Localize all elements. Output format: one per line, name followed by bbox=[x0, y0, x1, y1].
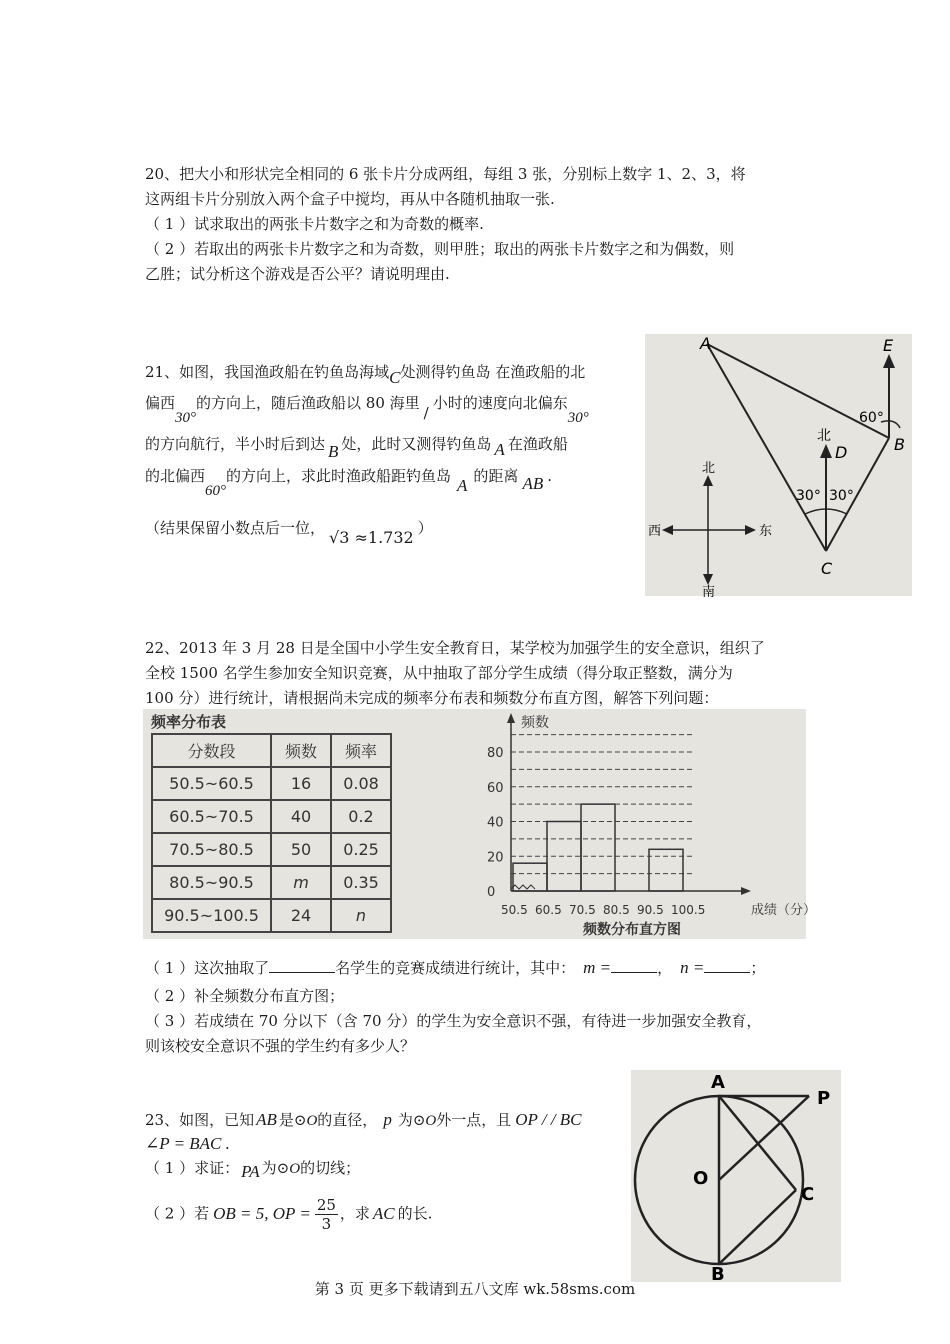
histogram-bar bbox=[581, 804, 615, 891]
q21-text: 的方向上，求此时渔政船距钓鱼岛 bbox=[226, 467, 452, 485]
q23-part1 bbox=[145, 1158, 360, 1179]
freq-table-row bbox=[152, 833, 391, 866]
q21-slash: / bbox=[423, 404, 429, 422]
q20-line1: 20、把大小和形状完全相同的 6 张卡片分成两组，每组 3 张，分别标上数字 1、2、3，将 bbox=[145, 165, 746, 183]
histogram-ylabel: 频数 bbox=[521, 715, 549, 731]
histogram-xtick-label: 70.5 bbox=[569, 903, 596, 917]
q21-text: 在渔政船 bbox=[507, 435, 568, 453]
q21-note-sqrt: √3 ≈1.732 bbox=[329, 528, 414, 547]
q21-line1 bbox=[145, 362, 586, 387]
q22-part2: （ 2 ）补全频数分布直方图； bbox=[145, 987, 345, 1005]
q23-line2: ∠P = BAC . bbox=[145, 1134, 230, 1153]
q21-var-a: A bbox=[457, 476, 468, 495]
q21-angle: 60° bbox=[205, 483, 227, 499]
q22-line1: 22、2013 年 3 月 28 日是全国中小学生安全教育日，某学校为加强学生的安全意识，组织了 bbox=[145, 639, 765, 657]
q23-part2 bbox=[145, 1196, 432, 1233]
q23-text: 为⊙ bbox=[261, 1159, 290, 1177]
freq-cell: 90.5~100.5 bbox=[152, 899, 271, 932]
q21-fig-angle-30-right: 30° bbox=[829, 488, 854, 504]
q21-angle: 30° bbox=[567, 410, 589, 426]
freq-cell: 16 bbox=[271, 767, 331, 800]
freq-table-row bbox=[152, 800, 391, 833]
q21-var-b: B bbox=[328, 442, 339, 461]
q23-var-pa: PA bbox=[241, 1162, 260, 1181]
q21-text: . bbox=[547, 467, 552, 485]
q22-part3-line1: （ 3 ）若成绩在 70 分以下（含 70 分）的学生为安全意识不强，有待进一步加强安全教育， bbox=[145, 1012, 762, 1030]
q21-angle: 30° bbox=[175, 410, 197, 426]
q23-var-o: O bbox=[289, 1161, 301, 1177]
q21-line4 bbox=[145, 466, 552, 499]
q21-note-text: ） bbox=[417, 519, 433, 537]
q23-frac-num: 25 bbox=[316, 1196, 336, 1214]
freq-header-cell: 频率 bbox=[331, 734, 391, 767]
freq-header-cell: 分数段 bbox=[152, 734, 271, 767]
freq-cell: n bbox=[331, 899, 391, 932]
histogram-bar bbox=[513, 863, 547, 891]
q22-var-m: m = bbox=[583, 958, 612, 977]
q23-frac-den: 3 bbox=[321, 1215, 332, 1233]
q23-var-ab: AB bbox=[256, 1110, 277, 1129]
q23-text: 是⊙ bbox=[278, 1111, 307, 1129]
page-footer: 第 3 页 更多下载请到五八文库 wk.58sms.com bbox=[314, 1280, 636, 1298]
freq-cell: 0.2 bbox=[331, 800, 391, 833]
freq-cell: 80.5~90.5 bbox=[152, 866, 271, 899]
q23-figure-svg bbox=[631, 1070, 841, 1285]
freq-cell: 0.08 bbox=[331, 767, 391, 800]
q23-fig-label-b: B bbox=[711, 1264, 725, 1285]
freq-cell: 60.5~70.5 bbox=[152, 800, 271, 833]
q22-part1-text: 名学生的竞赛成绩进行统计，其中： bbox=[335, 959, 576, 977]
freq-table-header bbox=[152, 734, 391, 767]
q23-text: （ 1 ）求证： bbox=[145, 1159, 240, 1177]
freq-table bbox=[151, 733, 392, 933]
q21-note-text: （结果保留小数点后一位， bbox=[145, 519, 326, 537]
freq-cell: 50.5~60.5 bbox=[152, 767, 271, 800]
q23-fraction bbox=[315, 1196, 338, 1233]
histogram-xtick-label: 90.5 bbox=[637, 903, 664, 917]
q21-compass-west: 西 bbox=[648, 524, 662, 539]
q23-var-o: O bbox=[425, 1113, 437, 1129]
q22-part1-text: （ 1 ）这次抽取了 bbox=[145, 959, 270, 977]
histogram-xtick-label: 80.5 bbox=[603, 903, 630, 917]
q21-text: 处，此时又测得钓鱼岛 bbox=[341, 435, 492, 453]
q20-line2: 这两组卡片分别放入两个盒子中搅均，再从中各随机抽取一张. bbox=[145, 190, 555, 208]
q23-fig-label-p: P bbox=[817, 1088, 831, 1109]
q21-fig-label-d: D bbox=[835, 443, 848, 462]
q21-var-a: A bbox=[494, 440, 505, 459]
freq-cell: 40 bbox=[271, 800, 331, 833]
q21-var-c: C bbox=[389, 368, 401, 387]
freq-header-cell: 频数 bbox=[271, 734, 331, 767]
q21-note bbox=[145, 518, 433, 547]
freq-cell: 0.25 bbox=[331, 833, 391, 866]
histogram-xtick-label: 100.5 bbox=[671, 903, 706, 917]
q23-fig-label-o: O bbox=[693, 1168, 709, 1189]
q23-text: 的切线； bbox=[300, 1159, 361, 1177]
q21-text: 的方向上，随后渔政船以 80 海里 bbox=[196, 394, 420, 412]
q21-line3 bbox=[145, 434, 568, 461]
q21-fig-label-a: A bbox=[700, 334, 711, 353]
q23-var-p: p bbox=[383, 1110, 392, 1129]
q20-part1: （ 1 ）试求取出的两张卡片数字之和为奇数的概率. bbox=[145, 215, 484, 233]
histogram-ytick-label: 80 bbox=[487, 746, 504, 761]
freq-cell: 24 bbox=[271, 899, 331, 932]
q20-part2-line1: （ 2 ）若取出的两张卡片数字之和为奇数，则甲胜；取出的两张卡片数字之和为偶数，则 bbox=[145, 240, 735, 258]
q23-figure bbox=[631, 1070, 841, 1285]
freq-table-title: 频率分布表 bbox=[151, 713, 227, 731]
q21-compass-north: 北 bbox=[702, 461, 716, 476]
q21-figure-svg bbox=[645, 334, 912, 600]
q23-text: 为⊙ bbox=[397, 1111, 426, 1129]
freq-table-row bbox=[152, 866, 391, 899]
q21-line2 bbox=[145, 393, 589, 426]
q23-text: 的直径， bbox=[317, 1111, 378, 1129]
q23-given: OB = 5, OP = bbox=[213, 1203, 311, 1223]
freq-cell: 50 bbox=[271, 833, 331, 866]
histogram-ytick-label: 20 bbox=[487, 850, 504, 866]
q21-text: 偏西 bbox=[145, 394, 176, 412]
freq-cell: 0.35 bbox=[331, 866, 391, 899]
q23-var-ac: AC bbox=[372, 1203, 395, 1223]
q23-text: 外一点，且 bbox=[436, 1111, 512, 1129]
histogram-ytick-label: 0 bbox=[487, 885, 496, 900]
q20-part2-line2: 乙胜；试分析这个游戏是否公平？请说明理由. bbox=[145, 265, 450, 283]
freq-cell: 70.5~80.5 bbox=[152, 833, 271, 866]
histogram-title: 频数分布直方图 bbox=[583, 922, 681, 938]
q21-fig-angle-30-left: 30° bbox=[796, 488, 821, 504]
q21-fig-label-e: E bbox=[883, 336, 894, 355]
q23-text: （ 2 ）若 bbox=[145, 1204, 210, 1223]
q22-sep: ， bbox=[657, 959, 673, 977]
q22-part1 bbox=[145, 958, 765, 978]
q23-text: 的长. bbox=[397, 1204, 433, 1223]
q21-text: 处测得钓鱼岛 在渔政船的北 bbox=[400, 363, 586, 381]
q23-op-parallel-bc: OP / / BC bbox=[515, 1110, 582, 1129]
histogram-xtick-label: 60.5 bbox=[535, 903, 562, 917]
q21-fig-label-c: C bbox=[821, 559, 833, 578]
q21-fig-angle-60: 60° bbox=[859, 410, 884, 426]
q22-part3-line2: 则该校安全意识不强的学生约有多少人？ bbox=[145, 1037, 416, 1055]
q21-text: 小时的速度向北偏东 bbox=[432, 394, 568, 412]
q21-text: 的方向航行，半小时后到达 bbox=[145, 435, 326, 453]
freq-table-row bbox=[152, 767, 391, 800]
histogram-bar bbox=[649, 849, 683, 891]
q23-text: 23、如图，已知 bbox=[145, 1111, 255, 1129]
q21-fig-north-d: 北 bbox=[817, 428, 831, 444]
q23-var-o: O bbox=[306, 1113, 318, 1129]
q21-figure bbox=[645, 334, 912, 600]
q23-fig-label-a: A bbox=[711, 1072, 725, 1093]
q22-figure bbox=[143, 709, 817, 939]
histogram-xlabel: 成绩（分） bbox=[751, 903, 817, 918]
q22-line2: 全校 1500 名学生参加安全知识竞赛，从中抽取了部分学生成绩（得分取正整数，满分为 bbox=[145, 664, 733, 682]
q22-line3: 100 分）进行统计，请根据尚未完成的频率分布表和频数分布直方图，解答下列问题： bbox=[145, 689, 719, 707]
q21-var-ab: AB bbox=[522, 474, 544, 493]
q22-var-n: n = bbox=[680, 958, 705, 977]
q22-answer-blank-total[interactable] bbox=[269, 958, 335, 973]
q21-fig-label-b: B bbox=[894, 435, 905, 454]
histogram-xtick-label: 50.5 bbox=[501, 903, 528, 917]
q23-text: ，求 bbox=[339, 1204, 370, 1223]
histogram-ytick-label: 60 bbox=[487, 780, 504, 796]
q21-text: 的距离 bbox=[473, 467, 519, 485]
freq-cell: m bbox=[271, 866, 331, 899]
q22-end: ； bbox=[750, 959, 766, 977]
q21-text: 21、如图，我国渔政船在钓鱼岛海域 bbox=[145, 363, 390, 381]
histogram-ytick-label: 40 bbox=[487, 815, 504, 831]
q21-text: 的北偏西 bbox=[145, 467, 206, 485]
freq-table-row bbox=[152, 899, 391, 932]
q22-answer-blank-m[interactable] bbox=[611, 958, 657, 973]
q21-compass-east: 东 bbox=[759, 524, 773, 539]
q21-compass-south: 南 bbox=[702, 585, 716, 600]
q22-answer-blank-n[interactable] bbox=[704, 958, 750, 973]
histogram-chart bbox=[483, 709, 817, 939]
q23-line1 bbox=[145, 1110, 582, 1131]
q23-fig-label-c: C bbox=[801, 1184, 815, 1205]
